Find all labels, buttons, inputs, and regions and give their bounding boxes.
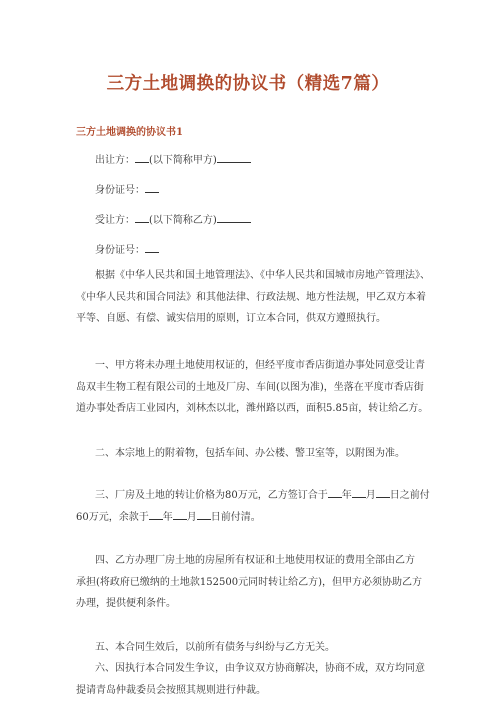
paragraph-preamble — [76, 265, 430, 330]
paragraph-line: 岛双丰生物工程有限公司的土地及厂房、车间(以图为准)，坐落在平度市香店街 — [76, 381, 424, 393]
buyer-alias-blank — [217, 212, 251, 223]
seller-label: 出让方： — [95, 155, 135, 166]
day-blank — [376, 487, 390, 498]
seller-id-label: 身份证号： — [95, 185, 145, 196]
paragraph-line: 办理，提供便利条件。 — [76, 598, 176, 609]
paragraph-line: 四、乙方办理厂房土地的房屋所有权证和土地使用权证的费用全部由乙方 — [95, 555, 415, 566]
seller-alias: (以下简称甲方) — [149, 155, 217, 166]
section-heading: 三方土地调换的协议书1 — [76, 127, 183, 138]
year-blank — [149, 509, 163, 520]
paragraph-line: 三、厂房及土地的转让价格为80万元，乙方签订合于 年 月 日之前付 — [76, 485, 422, 507]
seller-id-blank — [145, 182, 159, 193]
paragraph-line: 五、本合同生效后，以前所有债务与纠纷与乙方无关。 — [95, 642, 335, 653]
paragraph-line: 根据《中华人民共和国土地管理法》、《中华人民共和国城市房地产管理法》、 — [95, 270, 430, 281]
paragraph-line: 提请青岛仲裁委员会按照其规则进行仲裁。 — [76, 684, 266, 696]
year-blank — [328, 487, 342, 498]
paragraph-clause-4 — [76, 550, 422, 615]
month-blank — [352, 487, 366, 498]
paragraph-clause-2 — [76, 443, 422, 465]
document-title: 三方土地调换的协议书（精选7篇） — [106, 74, 390, 94]
paragraph-line: 一、甲方将未办理土地使用权证的，但经平度市香店街道办事处同意受让青 — [95, 360, 425, 371]
seller-name-blank — [135, 152, 149, 163]
buyer-alias: (以下简称乙方) — [149, 215, 217, 226]
paragraph-line: 60万元，余款于 年 月 日前付清。 — [76, 507, 422, 529]
paragraph-line: 六、因执行本合同发生争议，由争议双方协商解决，协商不成，双方均同意 — [95, 663, 425, 674]
month-blank — [173, 509, 187, 520]
paragraph-line: 平等、自愿、有偿、诚实信用的原则，订立本合同，供双方遵照执行。 — [76, 313, 386, 324]
buyer-id-blank — [145, 242, 159, 253]
paragraph-clause-6 — [76, 658, 425, 701]
buyer-line — [95, 212, 251, 227]
paragraph-line: 二、本宗地上的附着物，包括车间、办公楼、警卫室等，以附图为准。 — [95, 448, 405, 459]
paragraph-line: 承担(将政府已缴纳的土地款152500元同时转让给乙方)，但甲方必须协助乙方 — [76, 576, 422, 588]
paragraph-clause-1 — [76, 355, 429, 420]
paragraph-line: 《中华人民共和国合同法》和其他法律、行政法规、地方性法规，甲乙双方本着 — [76, 291, 426, 303]
seller-id-line — [95, 182, 159, 197]
day-blank — [197, 509, 211, 520]
buyer-label: 受让方： — [95, 215, 135, 226]
buyer-id-line — [95, 242, 159, 257]
buyer-name-blank — [135, 212, 149, 223]
paragraph-clause-5 — [76, 637, 422, 659]
paragraph-line: 道办事处香店工业园内，刘林杰以北，潍州路以西，面积5.85亩，转让给乙方。 — [76, 403, 429, 414]
seller-alias-blank — [217, 152, 251, 163]
buyer-id-label: 身份证号： — [95, 245, 145, 256]
paragraph-clause-3 — [76, 485, 430, 528]
seller-line — [95, 152, 251, 167]
